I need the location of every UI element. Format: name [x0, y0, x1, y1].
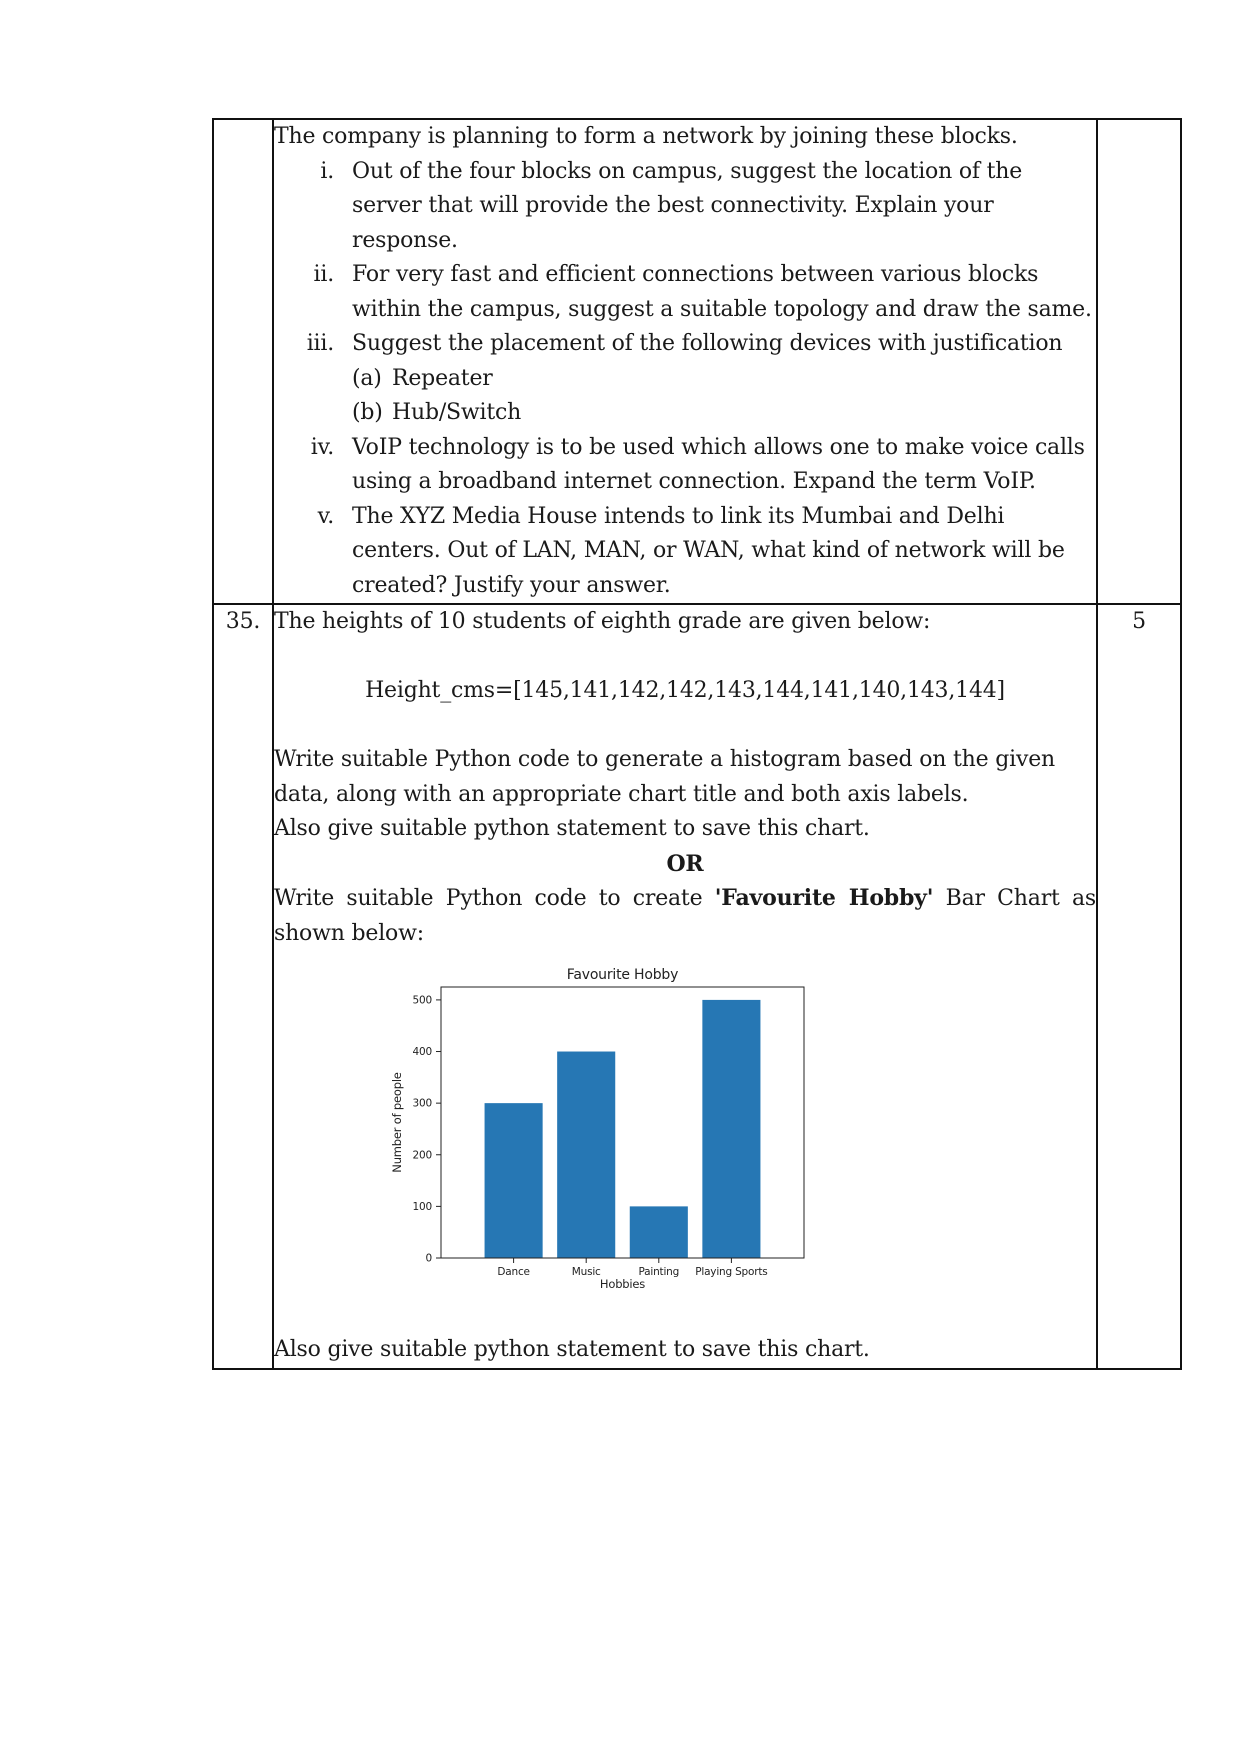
y-tick-label: 0	[425, 1252, 432, 1265]
q34-subquestions	[274, 155, 1096, 604]
q34-intro: The company is planning to form a network by joining these blocks.	[274, 124, 1018, 149]
q34-row	[213, 119, 1181, 604]
q35-para3-pre: Write suitable Python code to create	[274, 886, 715, 911]
spacer	[274, 640, 1096, 675]
q35-para4: Also give suitable python statement to save this chart.	[274, 1337, 870, 1362]
x-tick-label: Playing Sports	[695, 1266, 768, 1278]
chart-bar	[630, 1206, 688, 1258]
chart-ylabel: Number of people	[390, 1072, 404, 1173]
list-item	[274, 258, 1096, 327]
y-tick-label: 300	[412, 1097, 432, 1110]
item-number: iv.	[310, 434, 334, 460]
subitem-text: Hub/Switch	[392, 400, 522, 425]
x-tick-label: Painting	[638, 1266, 680, 1278]
list-item	[274, 431, 1096, 500]
y-tick-label: 100	[412, 1200, 432, 1213]
q35-line1: The heights of 10 students of eighth grade are given below:	[274, 609, 931, 634]
item-number: iii.	[306, 331, 334, 356]
q35-para2: Also give suitable python statement to save this chart.	[274, 816, 870, 841]
q34-number-cell	[213, 119, 273, 604]
item-number: ii.	[313, 262, 334, 287]
q35-para1: Write suitable Python code to generate a histogram based on the given data, along with an appropriate chart title and both axis labels.	[274, 747, 1055, 807]
device-list	[352, 362, 1096, 431]
q34-marks-cell	[1097, 119, 1181, 604]
q35-content-cell	[273, 604, 1097, 1369]
chart-bar	[702, 1000, 760, 1258]
item-text: The XYZ Media House intends to link its Mumbai and Delhi centers. Out of LAN, MAN, or WAN, what kind of network will be created? Justify your answer.	[352, 503, 1065, 598]
item-text: For very fast and efficient connections between various blocks within the campus, suggest a suitable topology and draw the same.	[352, 262, 1092, 322]
list-item	[274, 327, 1096, 431]
item-body	[352, 327, 1096, 431]
q35-para3-bold: 'Favourite Hobby'	[714, 885, 934, 911]
y-tick-label: 200	[412, 1149, 432, 1162]
item-text: VoIP technology is to be used which allows one to make voice calls using a broadband internet connection. Expand the term VoIP.	[352, 434, 1085, 494]
y-tick-label: 400	[412, 1046, 432, 1059]
y-tick-label: 500	[412, 994, 432, 1007]
spacer	[274, 709, 1096, 744]
x-tick-label: Dance	[497, 1266, 530, 1278]
item-number: i.	[320, 158, 334, 184]
item-text: Suggest the placement of the following devices with justification	[352, 331, 1063, 356]
chart-title: Favourite Hobby	[566, 967, 679, 983]
chart-bar	[557, 1052, 615, 1258]
item-number: v.	[317, 503, 334, 529]
chart-xlabel: Hobbies	[599, 1277, 646, 1291]
chart-marks	[413, 987, 804, 1278]
subitem-number: (a)	[352, 365, 382, 391]
list-item	[274, 155, 1096, 259]
q35-para3-post: Bar Chart as shown below:	[274, 886, 1096, 946]
q35-marks: 5	[1097, 604, 1181, 1369]
q34-content-cell	[273, 119, 1097, 604]
hobby-chart-svg	[389, 963, 849, 1333]
hobby-chart	[389, 963, 849, 1333]
q35-row	[213, 604, 1181, 1369]
list-item	[352, 362, 1096, 397]
list-item	[352, 396, 1096, 431]
subitem-number: (b)	[352, 400, 383, 425]
subitem-text: Repeater	[392, 365, 493, 391]
q35-or: OR	[666, 850, 704, 877]
q35-para3	[274, 881, 1096, 951]
chart-bar	[485, 1103, 543, 1258]
q35-data-line: Height_cms=[145,141,142,142,143,144,141,140,143,144]	[365, 678, 1005, 703]
item-text: Out of the four blocks on campus, suggest the location of the server that will provide the best connectivity. Explain your response.	[352, 158, 1023, 253]
list-item	[274, 500, 1096, 604]
x-tick-label: Music	[571, 1266, 601, 1278]
q35-number: 35.	[213, 604, 273, 1369]
question-table	[212, 118, 1182, 1370]
